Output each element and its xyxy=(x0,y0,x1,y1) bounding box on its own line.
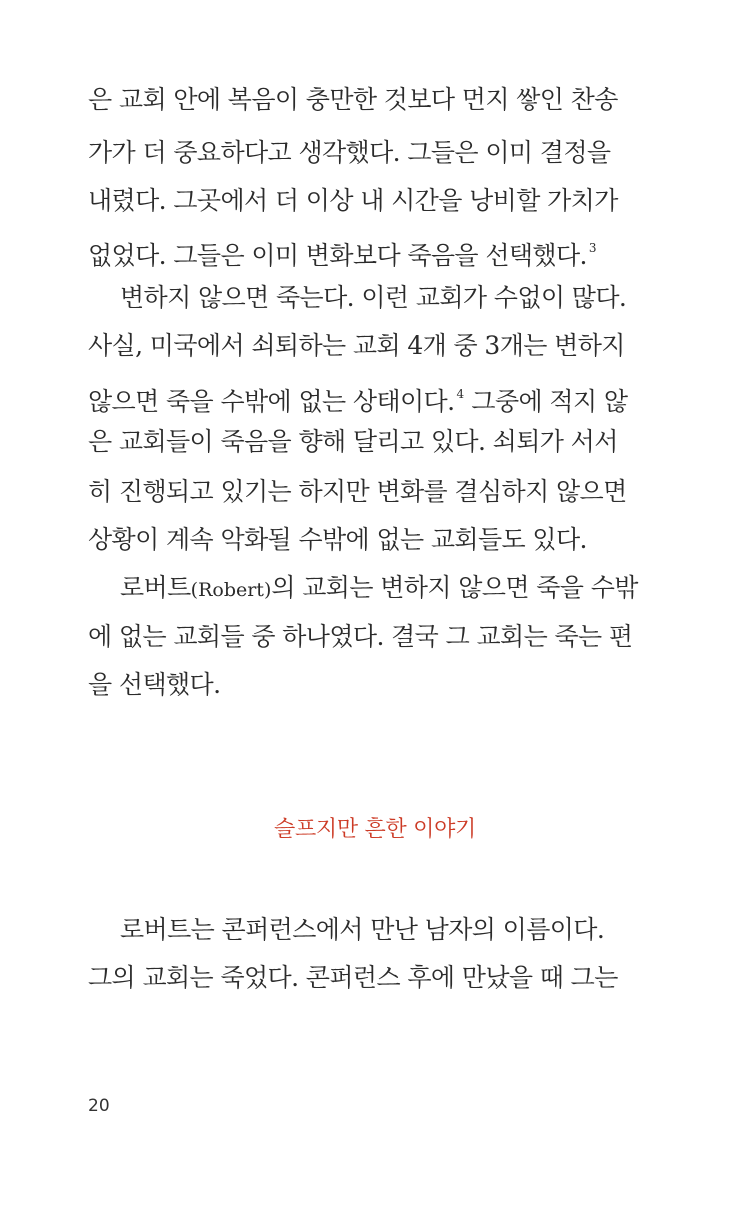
paragraph-3-line-1 xyxy=(120,573,638,605)
paragraph-3-line-1-end: 의 교회는 변하지 않으면 죽을 수밖 xyxy=(271,573,638,602)
paragraph-2-line-2: 사실, 미국에서 쇠퇴하는 교회 4개 중 3개는 변하지 xyxy=(88,331,625,360)
footnote-marker-3: 3 xyxy=(588,241,597,255)
paragraph-2-line-6: 상황이 계속 악화될 수밖에 없는 교회들도 있다. xyxy=(88,525,587,554)
paragraph-1-line-1: 은 교회 안에 복음이 충만한 것보다 먼지 쌓인 찬송 xyxy=(88,85,618,114)
paragraph-1-line-3: 내렸다. 그곳에서 더 이상 내 시간을 낭비할 가치가 xyxy=(88,186,618,215)
paragraph-3-line-2: 에 없는 교회들 중 하나였다. 결국 그 교회는 죽는 편 xyxy=(88,622,633,651)
paragraph-2-line-3-start: 않으면 죽을 수밖에 없는 상태이다. xyxy=(88,387,455,416)
footnote-marker-4: 4 xyxy=(456,387,465,401)
paragraph-2-line-3 xyxy=(88,379,628,417)
paragraph-3-line-1-start: 로버트 xyxy=(120,573,191,602)
robert-latin-name: (Robert) xyxy=(190,579,272,601)
paragraph-4-line-1: 로버트는 콘퍼런스에서 만난 남자의 이름이다. xyxy=(120,915,605,944)
paragraph-2-line-4: 은 교회들이 죽음을 향해 달리고 있다. 쇠퇴가 서서 xyxy=(88,427,618,456)
paragraph-2-line-1: 변하지 않으면 죽는다. 이런 교회가 수없이 많다. xyxy=(120,283,627,312)
paragraph-3-line-3: 을 선택했다. xyxy=(88,670,221,699)
paragraph-2-line-5: 히 진행되고 있기는 하지만 변화를 결심하지 않으면 xyxy=(88,477,627,506)
paragraph-2-line-3-end: 그중에 적지 않 xyxy=(464,387,628,416)
page-number: 20 xyxy=(88,1096,110,1116)
section-heading: 슬프지만 흔한 이야기 xyxy=(274,817,476,842)
paragraph-1-line-4-text: 없었다. 그들은 이미 변화보다 죽음을 선택했다. xyxy=(88,241,587,270)
paragraph-1-line-2: 가가 더 중요하다고 생각했다. 그들은 이미 결정을 xyxy=(88,138,611,167)
paragraph-4-line-2: 그의 교회는 죽었다. 콘퍼런스 후에 만났을 때 그는 xyxy=(88,963,618,992)
paragraph-1-line-4 xyxy=(88,233,600,271)
